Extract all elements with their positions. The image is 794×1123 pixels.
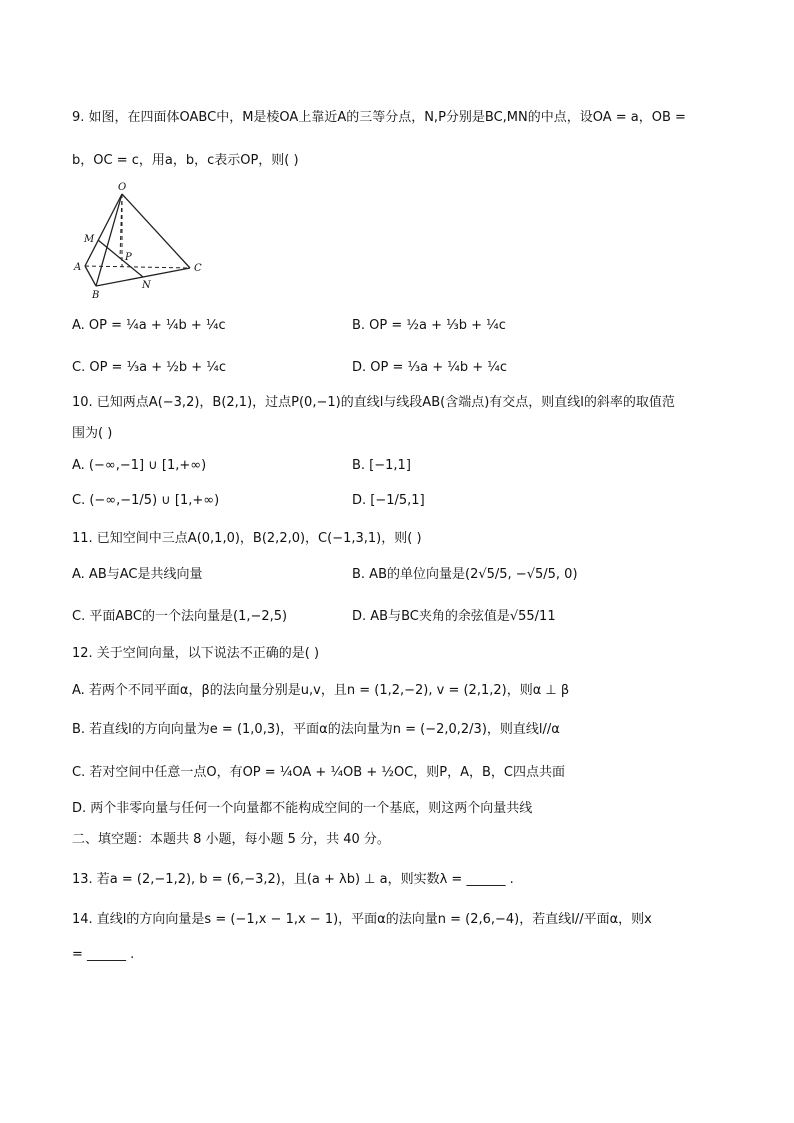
q11-option-d: D. AB与BC夹角的余弦值是√55/11 xyxy=(352,609,556,624)
q10-option-d: D. [−1/5,1] xyxy=(352,493,425,508)
label-C: C xyxy=(194,263,202,274)
q10-option-a: A. (−∞,−1] ∪ [1,+∞) xyxy=(72,458,207,473)
label-M: M xyxy=(84,234,95,245)
edge-OB xyxy=(96,194,122,286)
q9-stem-line1: 9. 如图，在四面体OABC中，M是棱OA上靠近A的三等分点，N,P分别是BC,MN的中点，设OA = a，OB = xyxy=(72,110,686,125)
label-A: A xyxy=(74,262,82,273)
q12-option-c: C. 若对空间中任意一点O，有OP = ¼OA + ¼OB + ½OC，则P，A，B，C四点共面 xyxy=(72,765,566,780)
q9-option-d: D. OP = ⅓a + ¼b + ¼c xyxy=(352,360,507,375)
q12-option-a: A. 若两个不同平面α，β的法向量分别是u,v，且n = (1,2,−2), v = (2,1,2)，则α ⊥ β xyxy=(72,683,570,698)
q14-stem-line2: = ______ . xyxy=(72,947,135,962)
label-B: B xyxy=(92,290,100,301)
q14-stem-line1: 14. 直线l的方向向量是s = (−1,x − 1,x − 1)，平面α的法向量n = (2,6,−4)，若直线l//平面α，则x xyxy=(72,912,652,927)
q11-option-a: A. AB与AC是共线向量 xyxy=(72,567,203,582)
section-heading-fill-in: 二、填空题：本题共 8 小题，每小题 5 分，共 40 分。 xyxy=(72,832,390,847)
question-13: 13. 若a = (2,−1,2), b = (6,−3,2)，且(a + λb) ⊥ a，则实数λ = ______ . xyxy=(72,872,514,887)
q9-stem-line2: b，OC = c，用a，b，c表示OP，则( ) xyxy=(72,153,299,168)
q9-option-c: C. OP = ⅓a + ½b + ¼c xyxy=(72,360,227,375)
q11-option-b: B. AB的单位向量是(2√5/5, −√5/5, 0) xyxy=(352,567,578,582)
q12-option-d: D. 两个非零向量与任何一个向量都不能构成空间的一个基底，则这两个向量共线 xyxy=(72,801,533,816)
q11-option-c: C. 平面ABC的一个法向量是(1,−2,5) xyxy=(72,609,288,624)
q9-option-b: B. OP = ½a + ⅓b + ¼c xyxy=(352,318,506,333)
q10-option-c: C. (−∞,−1/5) ∪ [1,+∞) xyxy=(72,493,220,508)
edge-AB xyxy=(85,266,96,286)
q10-stem-line2: 围为( ) xyxy=(72,426,113,441)
q9-option-a: A. OP = ¼a + ¼b + ¼c xyxy=(72,318,226,333)
q11-stem: 11. 已知空间中三点A(0,1,0)，B(2,2,0)，C(−1,3,1)，则( ) xyxy=(72,531,422,546)
q10-option-b: B. [−1,1] xyxy=(352,458,411,473)
q10-stem-line1: 10. 已知两点A(−3,2)，B(2,1)，过点P(0,−1)的直线l与线段AB(含端点)有交点，则直线l的斜率的取值范 xyxy=(72,395,675,410)
label-O: O xyxy=(118,182,127,193)
label-N: N xyxy=(142,280,151,291)
edge-OC xyxy=(122,194,190,268)
tetrahedron-figure xyxy=(72,178,212,302)
label-P: P xyxy=(125,252,132,263)
q12-option-b: B. 若直线l的方向向量为e = (1,0,3)，平面α的法向量为n = (−2,0,2/3)，则直线l//α xyxy=(72,722,560,737)
q12-stem: 12. 关于空间向量，以下说法不正确的是( ) xyxy=(72,646,320,661)
